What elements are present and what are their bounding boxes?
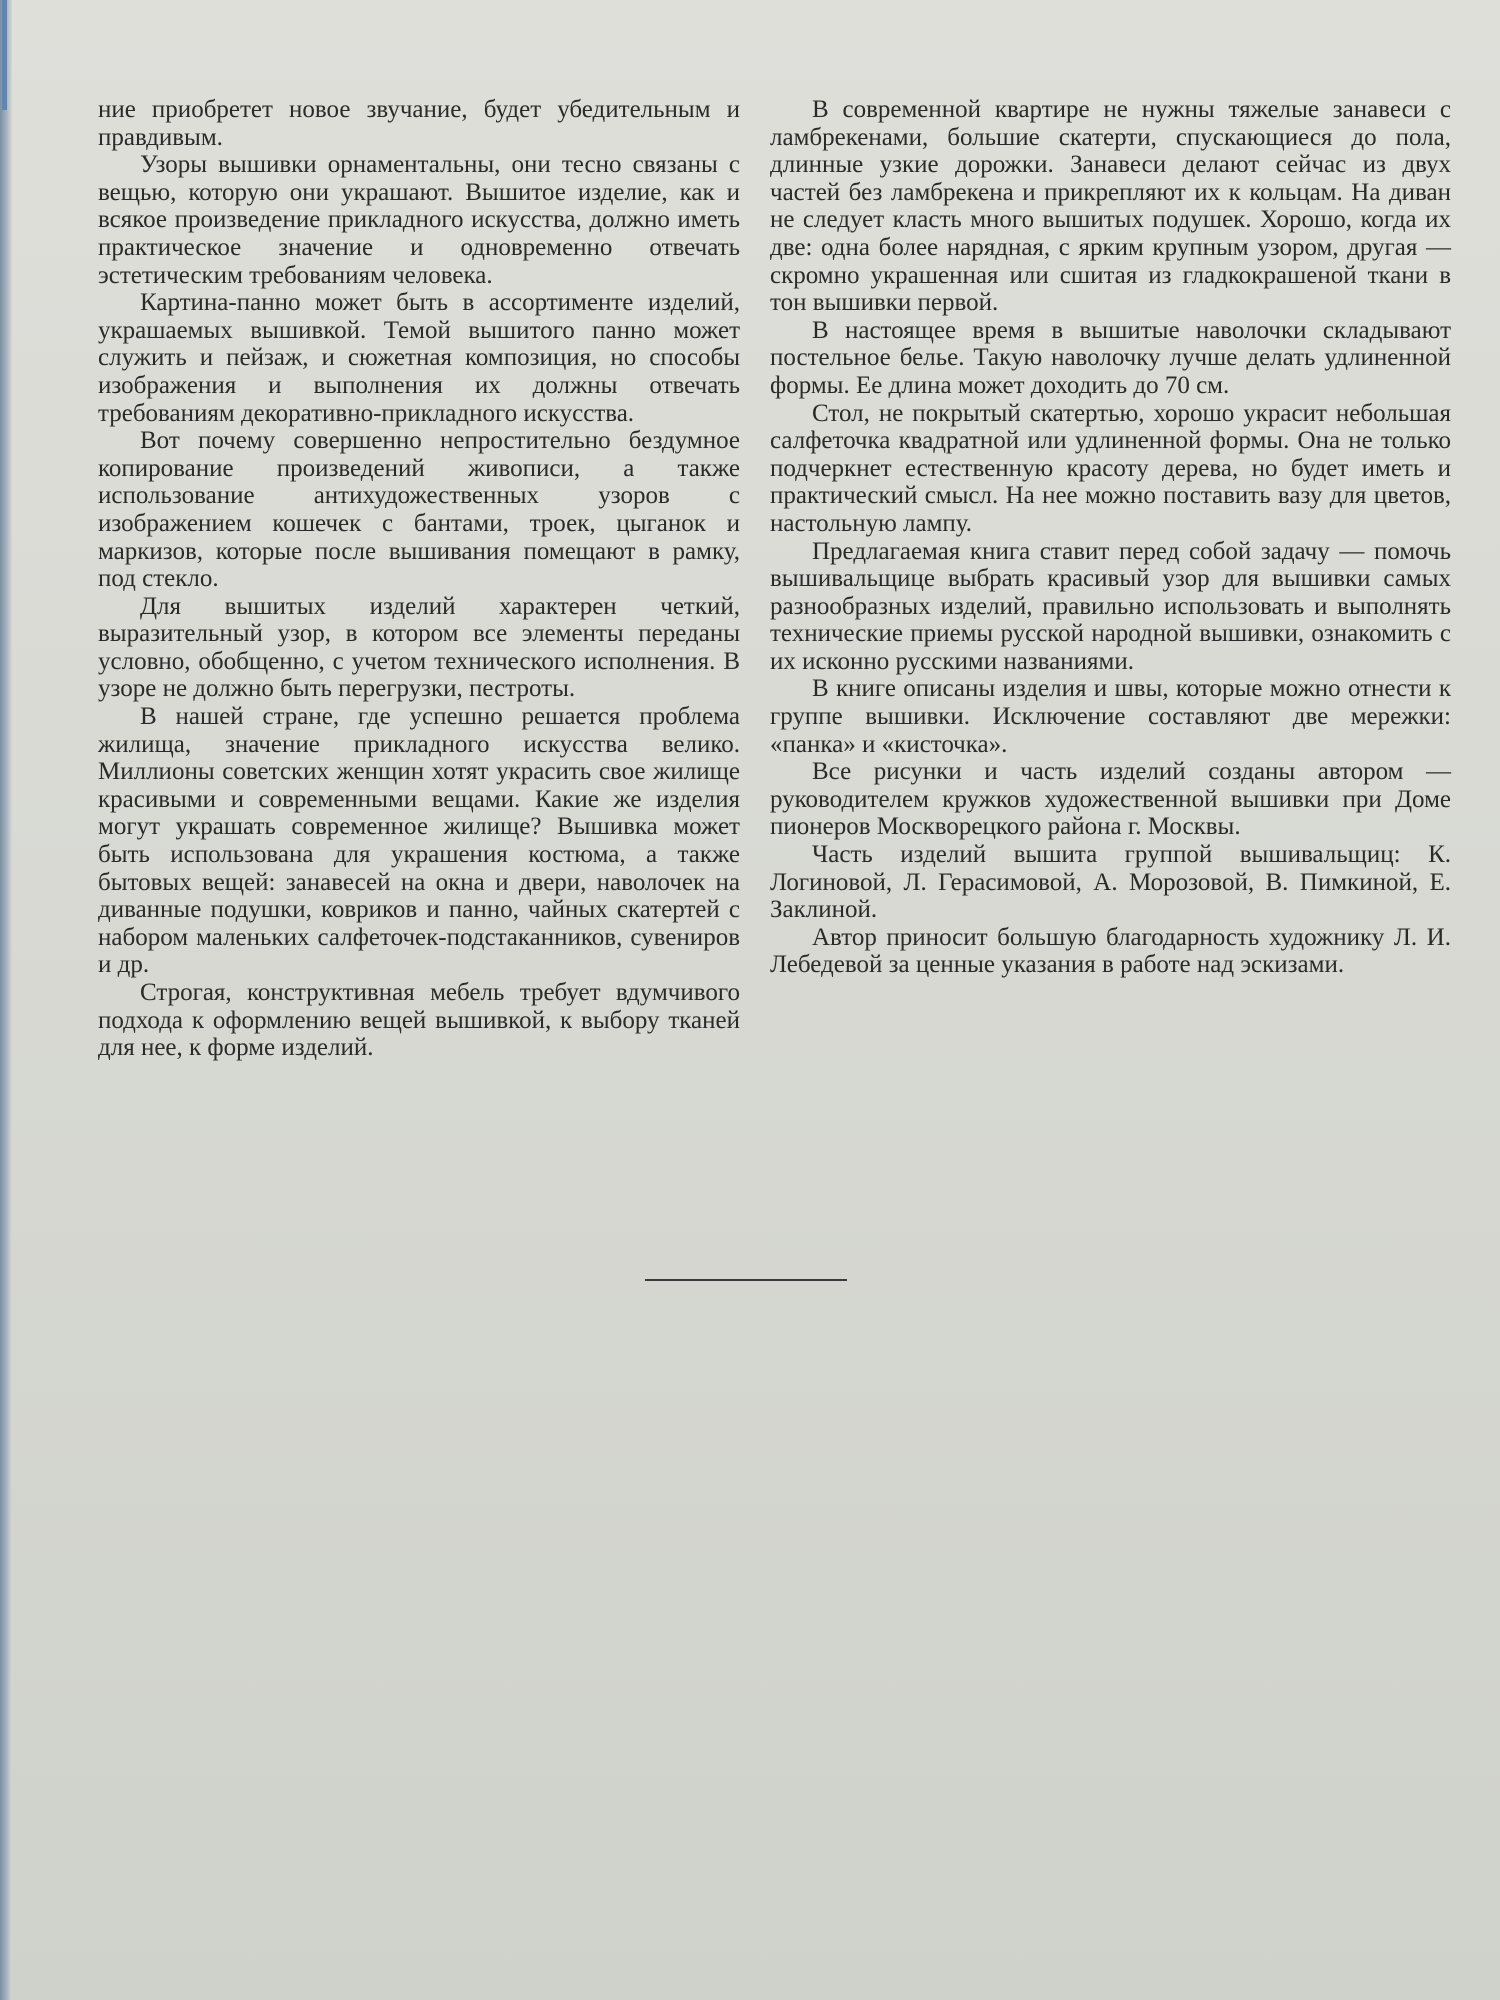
book-spine-edge xyxy=(0,0,12,2000)
paragraph: Для вышитых изделий характерен четкий, выразительный узор, в котором все элементы переданы условно, обобщенно, с учетом технического исполнения. В узоре не должно быть перегрузки, пестроты. xyxy=(98,592,740,703)
paragraph: ние приобретет новое звучание, будет убедительным и правдивым. xyxy=(98,96,740,151)
paragraph: В книге описаны изделия и швы, которые можно отнести к группе вышивки. Исключение составляют две мережки: «панка» и «кисточка». xyxy=(770,675,1451,758)
left-text-column xyxy=(98,96,740,1062)
paragraph: Часть изделий вышита группой вышивальщиц: К. Логиновой, Л. Герасимовой, А. Морозовой, В. Пимкиной, Е. Заклиной. xyxy=(770,841,1451,924)
paragraph: Предлагаемая книга ставит перед собой задачу — помочь вышивальщице выбрать красивый узор для вышивки самых разнообразных изделий, правильно использовать и выполнять технические приемы русской народной вышивки, ознакомить с их исконно русскими названиями. xyxy=(770,537,1451,675)
paragraph: В настоящее время в вышитые наволочки складывают постельное белье. Такую наволочку лучше делать удлиненной формы. Ее длина может доходить до 70 см. xyxy=(770,316,1451,399)
paragraph: Узоры вышивки орнаментальны, они тесно связаны с вещью, которую они украшают. Вышитое изделие, как и всякое произведение прикладного искусства, должно иметь практическое значение и одновременно отвечать эстетическим требованиям человека. xyxy=(98,151,740,289)
section-end-rule xyxy=(645,1279,847,1281)
paragraph: В нашей стране, где успешно решается проблема жилища, значение прикладного искусства велико. Миллионы советских женщин хотят украсить свое жилище красивыми и современными вещами. Какие же изделия могут украшать современное жилище? Вышивка может быть использована для украшения костюма, а также бытовых вещей: занавесей на окна и двери, наволочек на диванные подушки, ковриков и панно, чайных скатертей с набором маленьких салфеточек-подстаканников, сувениров и др. xyxy=(98,703,740,979)
right-text-column xyxy=(770,96,1451,979)
paragraph: Вот почему совершенно непростительно бездумное копирование произведений живописи, а также использование антихудожественных узоров с изображением кошечек с бантами, троек, цыганок и маркизов, которые после вышивания помещают в рамку, под стекло. xyxy=(98,427,740,593)
paragraph: Все рисунки и часть изделий созданы автором — руководителем кружков художественной вышивки при Доме пионеров Москворецкого района г. Москвы. xyxy=(770,758,1451,841)
paragraph: Строгая, конструктивная мебель требует вдумчивого подхода к оформлению вещей вышивкой, к выбору тканей для нее, к форме изделий. xyxy=(98,979,740,1062)
paragraph: В современной квартире не нужны тяжелые занавеси с ламбрекенами, большие скатерти, спускающиеся до пола, длинные узкие дорожки. Занавеси делают сейчас из двух частей без ламбрекена и прикрепляют их к кольцам. На диван не следует класть много вышитых подушек. Хорошо, когда их две: одна более нарядная, с ярким крупным узором, другая — скромно украшенная или сшитая из гладкокрашеной ткани в тон вышивки первой. xyxy=(770,96,1451,317)
paragraph: Автор приносит большую благодарность художнику Л. И. Лебедевой за ценные указания в работе над эскизами. xyxy=(770,923,1451,979)
paragraph: Стол, не покрытый скатертью, хорошо украсит небольшая салфеточка квадратной или удлиненной формы. Она не только подчеркнет естественную красоту дерева, но будет иметь и практический смысл. На нее можно поставить вазу для цветов, настольную лампу. xyxy=(770,399,1451,537)
paragraph: Картина-панно может быть в ассортименте изделий, украшаемых вышивкой. Темой вышитого панно может служить и пейзаж, и сюжетная композиция, но способы изображения и выполнения их должны отвечать требованиям декоративно-прикладного искусства. xyxy=(98,289,740,427)
